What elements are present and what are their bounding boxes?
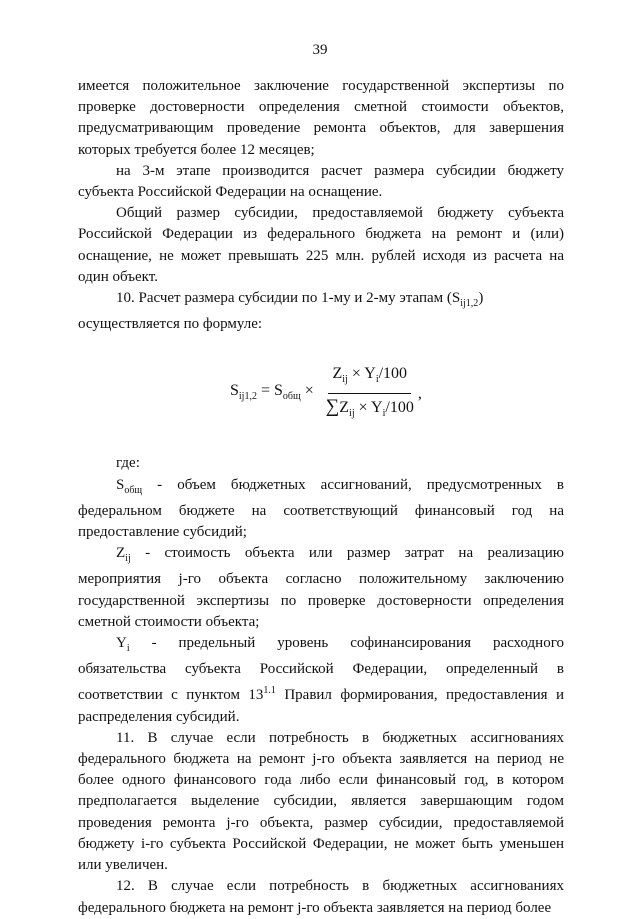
formula-numerator: $Z_{ij} \times Y_i/100$ (328, 363, 411, 393)
paragraph-10-head: 10. Расчет размера субсидии по 1-му и 2-му этапам $(S_{ij1,2})$ (116, 290, 484, 310)
paragraph-10-tail: осуществляется по формуле: (78, 316, 263, 333)
formula-denominator: $\sum Z_{ij} \times Y_i/100$ (325, 395, 414, 420)
page-number: 39 (312, 42, 328, 58)
formula-fraction (322, 363, 418, 424)
definition-y: $Y_i$ - предельный уровень софинансирования расходного обязательства субъекта Российской Федерации, определенный в соответствии с пунктом $13^{1.1}$ Правил формирования, предоставления и распределения субсидий. (78, 635, 565, 725)
subsidy-formula (230, 363, 422, 424)
formula-block (78, 335, 564, 453)
document-body (78, 76, 564, 919)
paragraph-total-subsidy: Общий размер субсидии, предоставляемой бюджету субъекта Российской Федерации из федерального бюджета на ремонт и (или) оснащение, не может превышать 225 млн. рублей исходя из расчета на один объект. (78, 205, 564, 285)
definition-z: $Z_{ij}$ - стоимость объекта или размер затрат на реализацию мероприятия j-го объекта согласно положительному заключению государственной экспертизы по проверке достоверности определения сметной стоимости объекта; (78, 545, 564, 630)
symbol-y: $Y_i$ (116, 635, 130, 655)
paragraph-11: 11. В случае если потребность в бюджетных ассигнованиях федерального бюджета на ремонт j-го объекта заявляется на период не более одного финансового года либо если финансовый год, в котором предполагается выделение субсидии, является завершающим годом проведения ремонта j-го объекта, размер субсидии, предоставляемой бюджету i-го субъекта Российской Федерации, не может быть уменьшен или увеличен. (78, 729, 564, 874)
footnote-sup: 1.1 (263, 685, 276, 697)
paragraph-12: 12. В случае если потребность в бюджетных ассигнованиях федерального бюджета на ремонт j-го объекта заявляется на период более (78, 878, 564, 916)
definition-s-total: $S_{общ}$ - объем бюджетных ассигнований, предусмотренных в федеральном бюджете на соответствующий финансовый год на предоставление субсидий; (78, 476, 564, 541)
symbol-z: $Z_{ij}$ (116, 545, 131, 565)
symbol-s-ij12: $S_{ij1,2}$ (451, 290, 479, 310)
paragraph-10-text: 10. Расчет размера субсидии по 1-му и 2-му этапам (116, 290, 444, 307)
formula-lhs: $S_{ij1,2}$ (230, 382, 257, 403)
formula-comma: , (417, 385, 422, 403)
sum-symbol: ∑ (325, 395, 340, 417)
symbol-s-total: $S_{общ}$ (116, 476, 143, 496)
where-label: где: (116, 455, 140, 472)
formula-eq: = $S_{общ}$ × (256, 382, 318, 403)
paragraph-expertise: имеется положительное заключение государственной экспертизы по проверке достоверности определения сметной стоимости объектов, предусматривающим проведение ремонта объектов, для завершения которых требуется более 12 месяцев; (78, 78, 564, 158)
paragraph-stage-3: на 3-м этапе производится расчет размера субсидии бюджету субъекта Российской Федерации на оснащение. (78, 162, 564, 201)
